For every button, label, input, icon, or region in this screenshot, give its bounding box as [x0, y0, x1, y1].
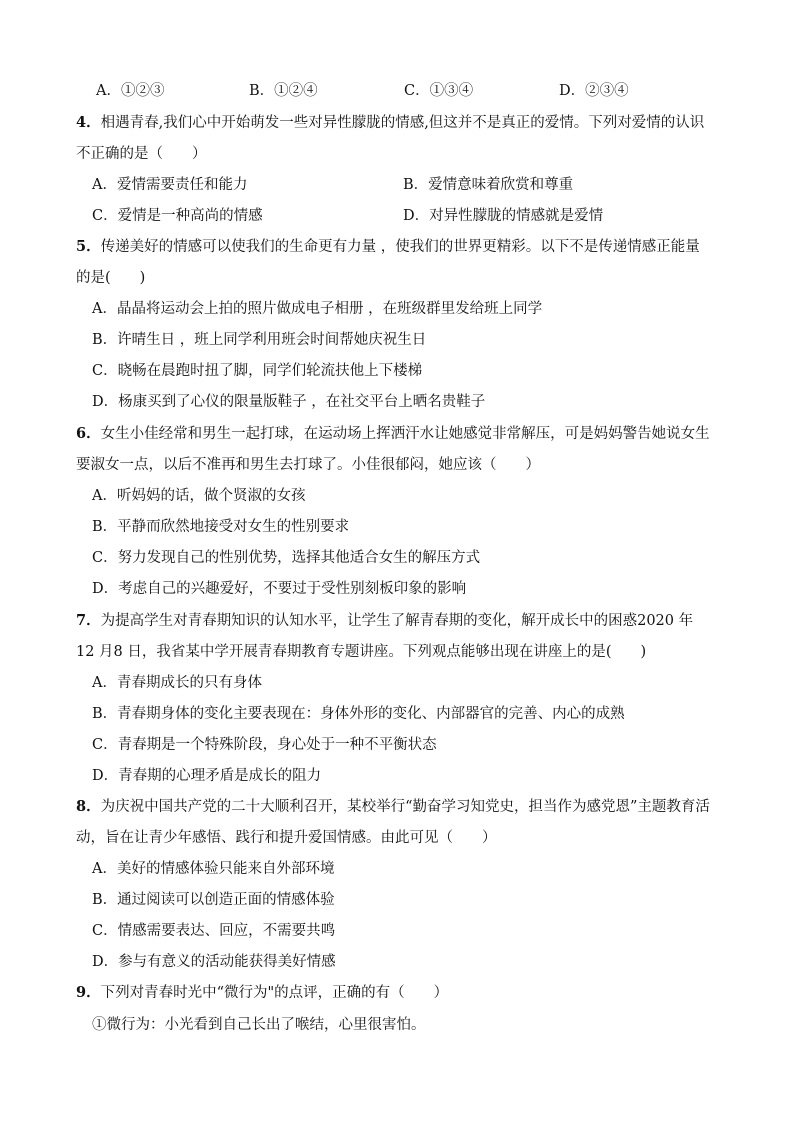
q8-option-b[interactable]: B．通过阅读可以创造正面的情感体验: [92, 892, 335, 908]
q4-options-row2: [92, 206, 732, 226]
q7-option-d[interactable]: D．青春期的心理矛盾是成长的阻力: [92, 768, 322, 784]
q9-text-1: 下列对青春时光中“微行为"的点评，正确的有（ ）: [100, 985, 449, 1001]
q6-text-1: 女生小佳经常和男生一起打球，在运动场上挥洒汗水让她感觉非常解压，可是妈妈警告她说女生: [100, 426, 710, 442]
q8-option-c[interactable]: C．情感需要表达、回应，不需要共鸣: [92, 923, 336, 939]
q5-text-1: 传递美好的情感可以使我们的生命更有力量 ，使我们的世界更精彩。以下不是传递情感正能量: [100, 239, 700, 255]
q9-stem-line1: [76, 983, 448, 1003]
q4-option-a[interactable]: A．爱情需要责任和能力: [92, 177, 248, 193]
q4-option-c[interactable]: C．爱情是一种高尚的情感: [92, 208, 263, 224]
q6-option-c[interactable]: C．努力发现自己的性别优势，选择其他适合女生的解压方式: [92, 550, 481, 566]
q3-option-d[interactable]: D．②③④: [559, 83, 629, 99]
q5-option-b[interactable]: B．许晴生日 ，班上同学利用班会时间帮她庆祝生日: [92, 332, 427, 348]
q4-stem-line1: [76, 113, 704, 133]
q8-number: 8．: [76, 798, 101, 815]
q9-number: 9．: [76, 984, 101, 1001]
q4-option-b[interactable]: B．爱情意味着欣赏和尊重: [403, 177, 574, 193]
q3-option-a[interactable]: A．①②③: [96, 83, 165, 99]
q3-options-row: [96, 81, 736, 101]
q7-option-c[interactable]: C．青春期是一个特殊阶段，身心处于一种不平衡状态: [92, 737, 437, 753]
q6-stem-line1: [76, 424, 710, 444]
q5-option-d[interactable]: D．杨康买到了心仪的限量版鞋子 ，在社交平台上晒名贵鞋子: [92, 394, 486, 410]
q6-option-a[interactable]: A．听妈妈的话，做个贤淑的女孩: [92, 488, 306, 504]
q5-option-c[interactable]: C．晓畅在晨跑时扭了脚，同学们轮流扶他上下楼梯: [92, 363, 423, 379]
q5-stem-line2: 的是( ): [76, 270, 146, 286]
q6-option-d[interactable]: D．考虑自己的兴趣爱好，不要过于受性别刻板印象的影响: [92, 581, 467, 597]
q4-text-1: 相遇青春,我们心中开始萌发一些对异性朦胧的情感,但这并不是真正的爱情。下列对爱情的认识: [100, 115, 705, 131]
q8-stem-line2: 动，旨在让青少年感悟、践行和提升爱国情感。由此可见（ ）: [76, 830, 497, 846]
q5-option-a[interactable]: A．晶晶将运动会上拍的照片做成电子相册 ，在班级群里发给班上同学: [92, 301, 543, 317]
q4-stem-line2: 不正确的是（ ）: [76, 146, 207, 162]
q7-number: 7．: [76, 612, 101, 629]
q8-option-d[interactable]: D．参与有意义的活动能获得美好情感: [92, 954, 336, 970]
q6-number: 6．: [76, 425, 101, 442]
q7-stem-line2: 12 月8 日，我省某中学开展青春期教育专题讲座。下列观点能够出现在讲座上的是( ): [76, 644, 647, 660]
q5-number: 5．: [76, 238, 101, 255]
q8-option-a[interactable]: A．美好的情感体验只能来自外部环境: [92, 861, 335, 877]
q7-text-1: 为提高学生对青春期知识的认知水平，让学生了解青春期的变化，解开成长中的困惑2020 年: [100, 613, 694, 629]
q7-option-b[interactable]: B．青春期身体的变化主要表现在：身体外形的变化、内部器官的完善、内心的成熟: [92, 706, 625, 722]
q8-stem-line1: [76, 797, 710, 817]
q6-option-b[interactable]: B．平静而欣然地接受对女生的性别要求: [92, 519, 350, 535]
q7-stem-line1: [76, 611, 693, 631]
q6-stem-line2: 要淑女一点，以后不准再和男生去打球了。小佳很郁闷，她应该（ ）: [76, 457, 540, 473]
q9-item-1: ①微行为：小光看到自己长出了喉结，心里很害怕。: [92, 1017, 426, 1033]
q4-number: 4．: [76, 114, 101, 131]
q3-option-b[interactable]: B．①②④: [249, 83, 318, 99]
q4-option-d[interactable]: D．对异性朦胧的情感就是爱情: [403, 208, 604, 224]
q8-text-1: 为庆祝中国共产党的二十大顺利召开，某校举行“勤奋学习知党史，担当作为感党恩”主题教育活: [100, 799, 710, 815]
q7-option-a[interactable]: A．青春期成长的只有身体: [92, 675, 262, 691]
q4-options-row1: [92, 175, 732, 195]
q3-option-c[interactable]: C．①③④: [404, 83, 474, 99]
q5-stem-line1: [76, 237, 700, 257]
